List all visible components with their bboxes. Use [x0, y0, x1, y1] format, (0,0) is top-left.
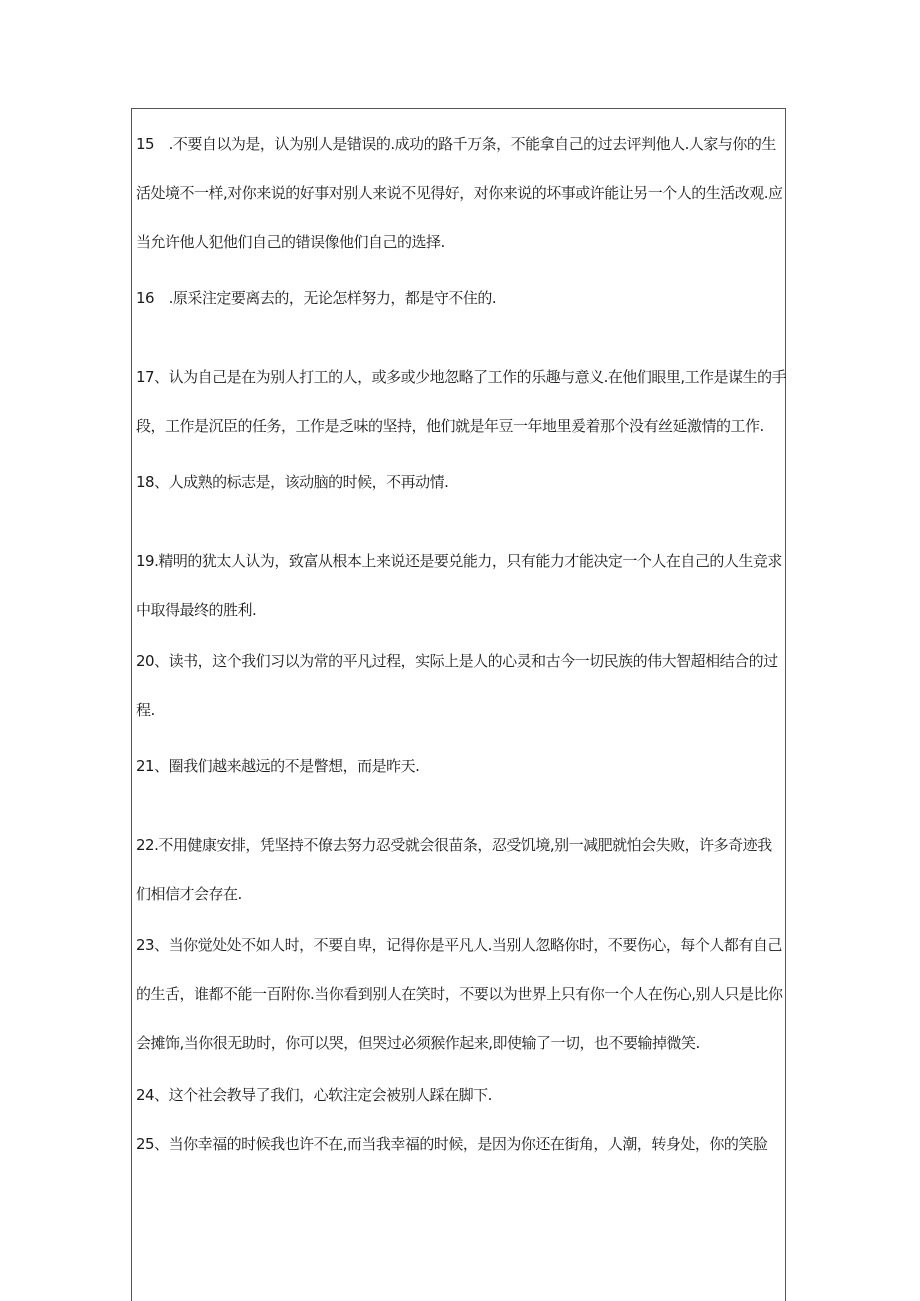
paragraph-15-line-2: 活处境不一样,对你来说的好事对别人来说不见得好，对你来说的坏事或许能让另一个人的生活改观.应	[136, 184, 783, 202]
paragraph-15-line-3: 当允许他人犯他们自己的错误像他们自己的选择.	[136, 233, 445, 251]
paragraph-23-line-3: 会摊饰,当你很无助时，你可以哭，但哭过必须猴作起来,即使输了一切，也不要输掉微笑.	[136, 1034, 700, 1052]
paragraph-20-line-1: 20、读书，这个我们习以为常的平凡过程，实际上是人的心灵和古今一切民族的伟大智超相结合的过	[136, 652, 778, 670]
paragraph-17-line-1: 17、认为自己是在为别人打工的人，或多或少地忽略了工作的乐趣与意义.在他们眼里,工作是谋生的手	[136, 368, 787, 386]
paragraph-25-line-1: 25、当你幸福的时候我也许不在,而当我幸福的时候，是因为你还在街角，人潮，转身处，你的笑脸	[136, 1135, 768, 1153]
paragraph-15-line-1: 15 .不要自以为是，认为别人是错误的.成功的路千万条，不能拿自己的过去评判他人.人家与你的生	[136, 135, 776, 153]
paragraph-18-line-1: 18、人成熟的标志是，该动脑的时候，不再动情.	[136, 473, 449, 491]
paragraph-21-line-1: 21、圈我们越来越远的不是瞥想，而是昨天.	[136, 757, 420, 775]
paragraph-22-line-2: 们相信才会存在.	[136, 885, 242, 903]
paragraph-24-line-1: 24、这个社会教导了我们，心软注定会被别人踩在脚下.	[136, 1086, 492, 1104]
paragraph-19-line-1: 19.精明的犹太人认为，致富从根本上来说还是要兑能力，只有能力才能决定一个人在自己的人生竞求	[136, 552, 782, 570]
paragraph-17-line-2: 段，工作是沉臣的任务，工作是乏味的坚持，他们就是年豆一年地里爰着那个没有丝延激情的工作.	[136, 417, 764, 435]
paragraph-23-line-2: 的生舌，谁都不能一百附你.当你看到别人在笑时，不要以为世界上只有你一个人在伤心,别人只是比你	[136, 985, 783, 1003]
paragraph-20-line-2: 程.	[136, 701, 155, 719]
paragraph-22-line-1: 22.不用健康安排，凭坚持不僚去努力忍受就会很苗条，忍受饥境,别一减肥就怕会失败，许多奇迹我	[136, 836, 772, 854]
paragraph-16-line-1: 16 .原采注定要离去的，无论怎样努力，都是守不住的.	[136, 289, 497, 307]
paragraph-19-line-2: 中取得最终的胜利.	[136, 601, 257, 619]
paragraph-23-line-1: 23、当你觉处处不如人时，不要自卑，记得你是平凡人.当别人忽略你时，不要伤心，每个人都有自己	[136, 936, 782, 954]
